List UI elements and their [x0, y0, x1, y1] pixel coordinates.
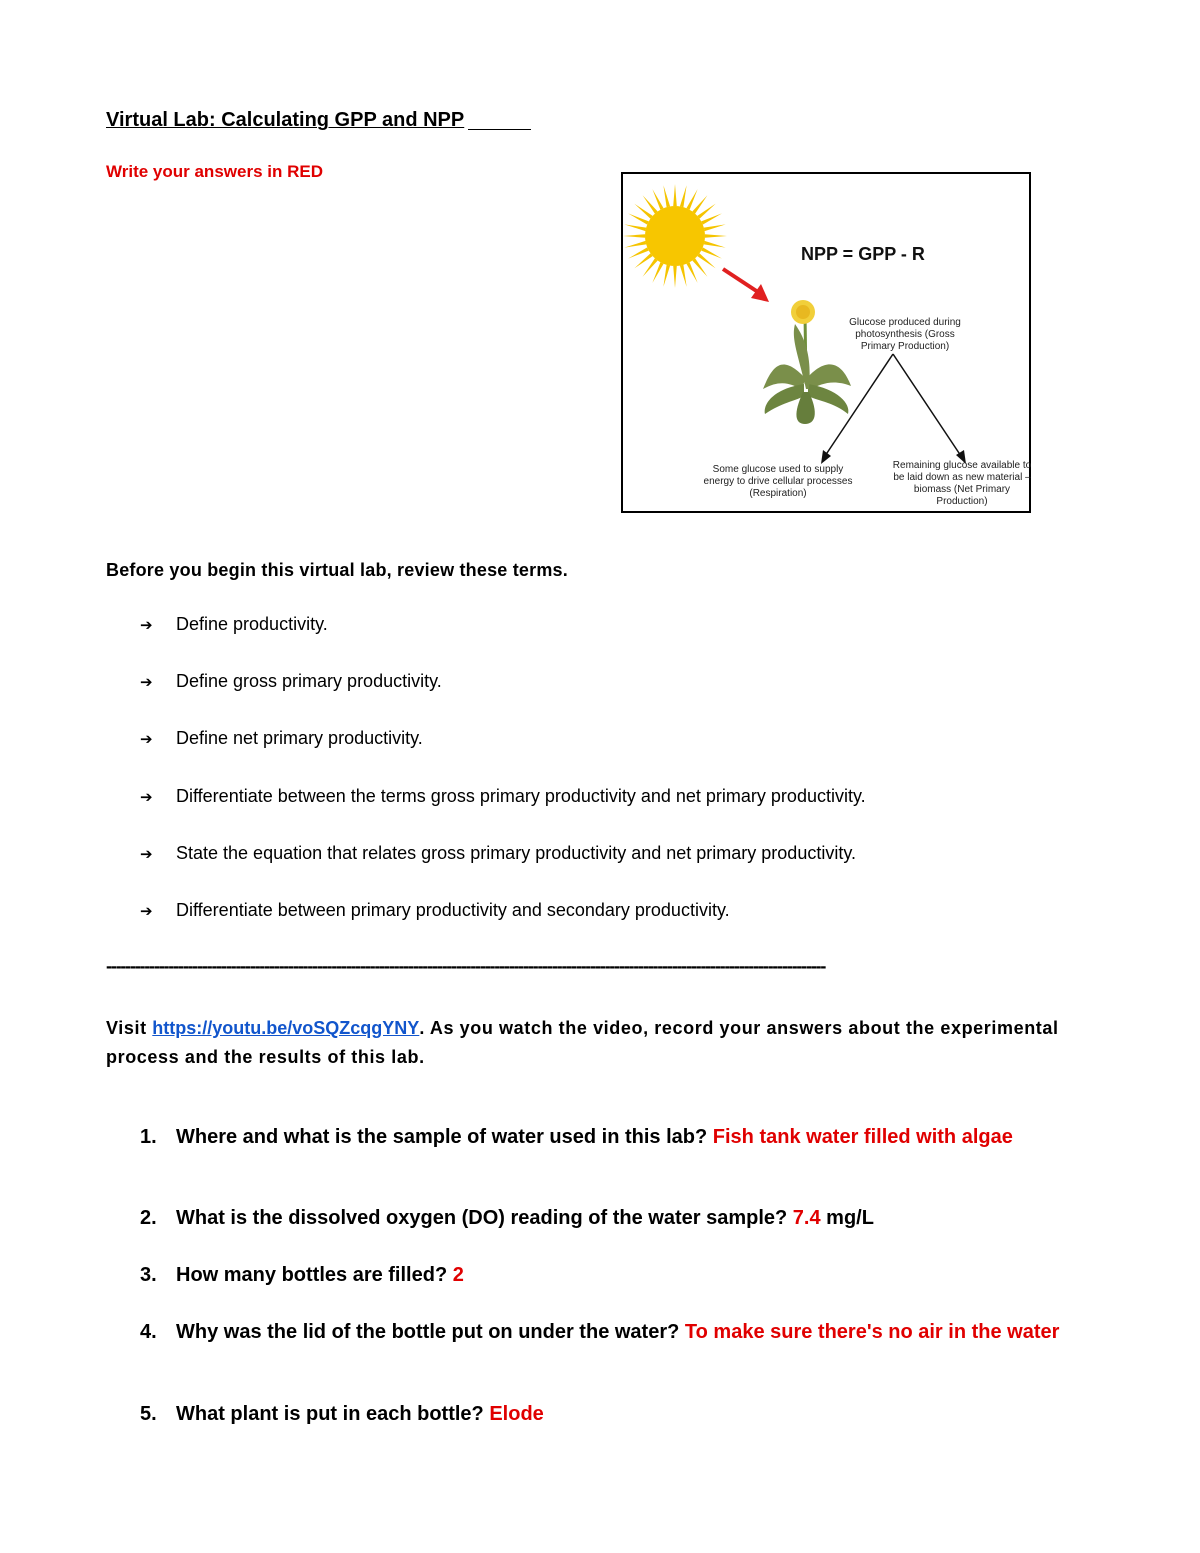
sun-ray: [673, 184, 677, 206]
sun-ray: [652, 189, 663, 210]
sun-icon: [623, 184, 727, 288]
question-item: [140, 1321, 1059, 1344]
sunlight-arrow-icon: [723, 269, 769, 302]
review-item: [140, 843, 856, 864]
sun-ray: [663, 185, 670, 207]
review-item: [140, 614, 328, 635]
sun-ray: [680, 185, 687, 207]
question-item: [140, 1264, 464, 1287]
arrow-right-icon: ➔: [140, 846, 153, 863]
question-number: 3.: [140, 1264, 157, 1286]
review-item: [140, 786, 866, 807]
document-title: Virtual Lab: Calculating GPP and NPP: [106, 109, 465, 131]
question-text: Why was the lid of the bottle put on under the water?: [176, 1321, 680, 1343]
question-item: [140, 1126, 1013, 1149]
sun-ray: [624, 241, 646, 248]
glucose-label: Glucose produced during photosynthesis (Gross Primary Production): [849, 317, 961, 352]
visit-suffix: . As you watch the video, record your answers about the experimental process and the results of this lab.: [106, 1018, 1059, 1067]
sun-ray: [624, 224, 646, 231]
title-underline: [468, 129, 531, 130]
arrow-right-icon: ➔: [140, 731, 153, 748]
sun-ray: [652, 262, 663, 283]
question-number: 5.: [140, 1403, 157, 1425]
sun-ray: [673, 266, 677, 288]
question-text: How many bottles are filled?: [176, 1264, 448, 1286]
answer-text: To make sure there's no air in the water: [684, 1321, 1060, 1343]
dandelion-icon: [763, 300, 851, 424]
review-item: [140, 728, 423, 749]
visit-prefix: Visit: [106, 1018, 147, 1038]
sun-ray: [704, 224, 726, 231]
sun-ray: [663, 265, 670, 287]
sun-ray: [623, 234, 645, 238]
review-item-text: Define productivity.: [176, 614, 328, 634]
npp-gpp-diagram: [621, 172, 1031, 513]
sun-ray: [705, 234, 727, 238]
respiration-label: Some glucose used to supply energy to drive cellular processes (Respiration): [703, 464, 853, 499]
sun-ray: [628, 247, 649, 258]
answer-text: Elode: [489, 1403, 544, 1425]
question-number: 2.: [140, 1207, 157, 1229]
review-item-text: Differentiate between primary productivity and secondary productivity.: [176, 900, 730, 920]
instruction-text: Write your answers in RED: [106, 162, 323, 181]
review-item-text: Define gross primary productivity.: [176, 671, 442, 691]
sun-ray: [680, 265, 687, 287]
arrow-right-icon: ➔: [140, 674, 153, 691]
video-link[interactable]: https://youtu.be/voSQZcqgYNY: [152, 1018, 420, 1038]
answer-text: 7.4: [792, 1207, 821, 1229]
question-text: Where and what is the sample of water used in this lab?: [176, 1126, 708, 1148]
sun-ray: [701, 247, 722, 258]
arrow-right-icon: ➔: [140, 617, 153, 634]
visit-paragraph: [106, 1014, 1096, 1072]
sun-ray: [701, 213, 722, 224]
answer-text: 2: [452, 1264, 464, 1286]
sun-ray: [628, 213, 649, 224]
section-divider: ------------------------------------------------------------------------------------------------------------------------------------------------------: [106, 956, 826, 976]
arrow-right-icon: ➔: [140, 789, 153, 806]
question-number: 1.: [140, 1126, 157, 1148]
question-item: [140, 1207, 874, 1230]
question-text: What plant is put in each bottle?: [176, 1403, 484, 1425]
sun-ray: [686, 262, 697, 283]
npp-equation: NPP = GPP - R: [801, 244, 925, 264]
arrow-right-icon: ➔: [140, 903, 153, 920]
sun-ray: [686, 189, 697, 210]
review-item-text: Define net primary productivity.: [176, 728, 423, 748]
answer-text: Fish tank water filled with algae: [712, 1126, 1013, 1148]
question-item: [140, 1403, 544, 1426]
review-item-text: State the equation that relates gross primary productivity and net primary productivity.: [176, 843, 856, 863]
review-item: [140, 671, 442, 692]
question-text: What is the dissolved oxygen (DO) reading of the water sample?: [176, 1207, 788, 1229]
review-item: [140, 900, 730, 921]
review-heading: Before you begin this virtual lab, review these terms.: [106, 560, 568, 580]
biomass-label: Remaining glucose available to be laid down as new material – biomass (Net Primary Production): [892, 460, 1032, 507]
answer-unit: mg/L: [826, 1207, 874, 1229]
question-number: 4.: [140, 1321, 157, 1343]
review-item-text: Differentiate between the terms gross primary productivity and net primary productivity.: [176, 786, 866, 806]
sun-ray: [704, 241, 726, 248]
